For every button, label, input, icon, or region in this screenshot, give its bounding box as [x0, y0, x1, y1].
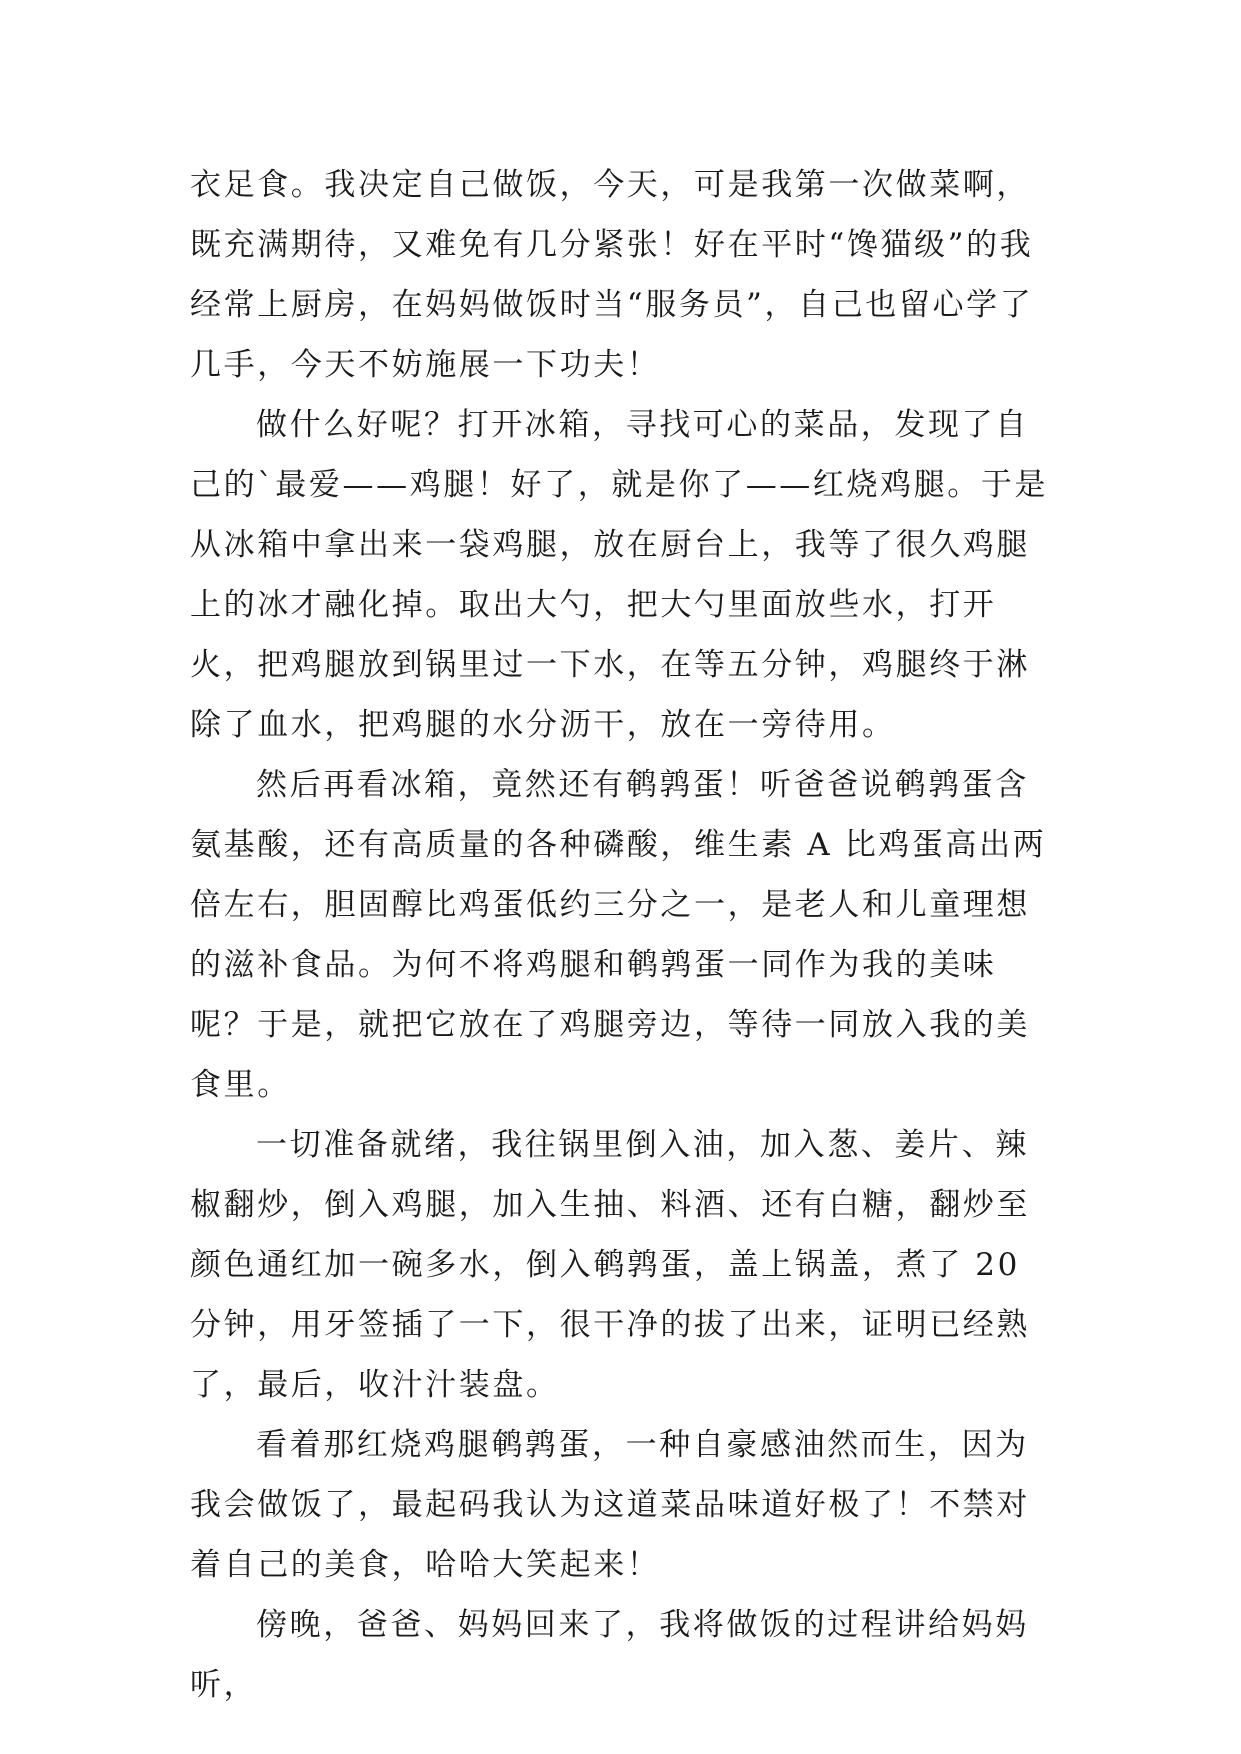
- paragraph-5: 看着那红烧鸡腿鹌鹑蛋，一种自豪感油然而生，因为我会做饭了，最起码我认为这道菜品味道好极了！不禁对着自己的美食，哈哈大笑起来！: [190, 1427, 1030, 1583]
- paragraph-6: 傍晚，爸爸、妈妈回来了，我将做饭的过程讲给妈妈听，: [190, 1607, 1029, 1703]
- paragraph-4: 一切准备就绪，我往锅里倒入油，加入葱、姜片、辣椒翻炒，倒入鸡腿，加入生抽、料酒、还有白糖，翻炒至颜色通红加一碗多水，倒入鹌鹑蛋，盖上锅盖，煮了 20 分钟，用牙签插了一下，很干净的拔了出来，证明已经熟了，最后，收汁汁装盘。: [190, 1127, 1033, 1403]
- paragraph-2: 做什么好呢？打开冰箱，寻找可心的菜品，发现了自己的`最爱——鸡腿！好了，就是你了——红烧鸡腿。于是从冰箱中拿出来一袋鸡腿，放在厨台上，我等了很久鸡腿上的冰才融化掉。取出大勺，把大勺里面放些水，打开火，把鸡腿放到锅里过一下水，在等五分钟，鸡腿终于淋除了血水，把鸡腿的水分沥干，放在一旁待用。: [190, 407, 1049, 743]
- paragraph-1: 衣足食。我决定自己做饭，今天，可是我第一次做菜啊，既充满期待，又难免有几分紧张！好在平时“馋猫级”的我经常上厨房，在妈妈做饭时当“服务员”，自己也留心学了几手，今天不妨施展一下功夫！: [190, 167, 1034, 383]
- paragraph-3: 然后再看冰箱，竟然还有鹌鹑蛋！听爸爸说鹌鹑蛋含氨基酸，还有高质量的各种磷酸，维生素 A 比鸡蛋高出两倍左右，胆固醇比鸡蛋低约三分之一，是老人和儿童理想的滋补食品。为何不将鸡腿和鹌鹑蛋一同作为我的美味呢？于是，就把它放在了鸡腿旁边，等待一同放入我的美食里。: [190, 767, 1047, 1103]
- body-text: [190, 155, 1050, 1715]
